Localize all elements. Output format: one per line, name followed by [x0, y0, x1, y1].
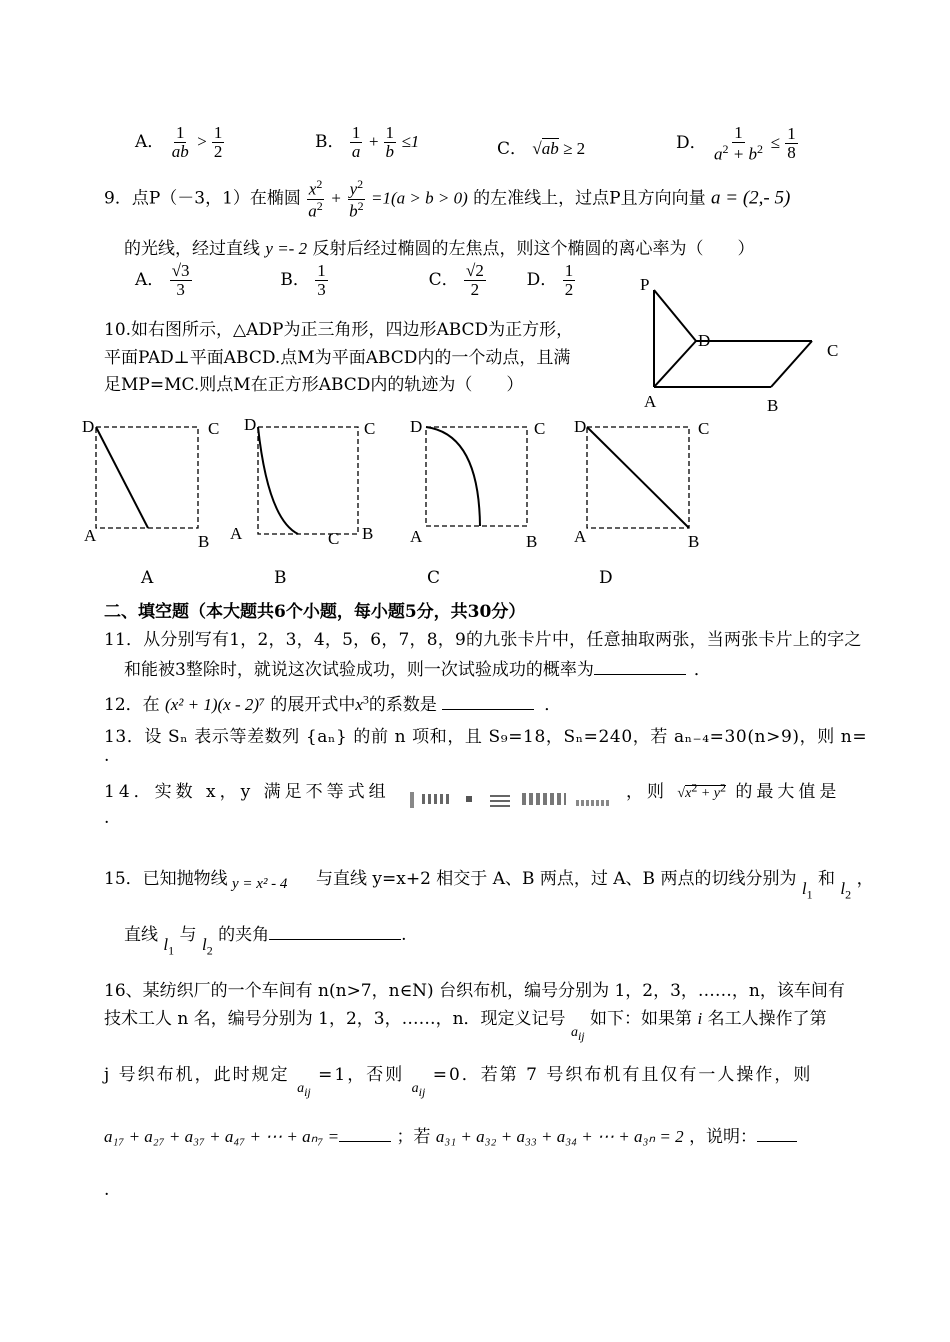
inequality-system-image: [410, 788, 610, 812]
svg-text:C: C: [364, 419, 376, 438]
q9-options: A． $\frac{√3}{3}$ B． $\frac{1}{3}$ C． $\frac{√2}{2}$ D． $\frac{1}{2}$: [135, 261, 574, 299]
svg-text:A: A: [574, 527, 587, 546]
choice-label-c: C: [427, 568, 441, 588]
q15-line2: 直线 $l_1$ 与 $l_2$ 的夹角 .: [124, 925, 407, 958]
q11-line1: 11．从分别写有1，2，3，4，5，6，7，8，9的九张卡片中，任意抽取两张，当两张卡片上的字之: [104, 630, 862, 650]
q8-option-c: C． √ab ≥ 2: [497, 139, 586, 159]
svg-text:A: A: [230, 524, 243, 543]
q10-line2: 平面PAD⊥平面ABCD.点M为平面ABCD内的一个动点，且满: [104, 348, 571, 368]
q15-line1-b: 与直线 y=x+2 相交于 A、B 两点，过 A、B 两点的切线分别为 $l_1$ 和 $l_2$ ，: [316, 869, 874, 902]
choice-b-figure: [228, 414, 388, 554]
q14: 14．实数 x，y 满足不等式组: [104, 782, 390, 802]
choice-c-figure: [404, 414, 564, 554]
svg-text:D: D: [574, 417, 587, 436]
q16-cont: .: [104, 1180, 110, 1200]
svg-text:C: C: [328, 529, 340, 548]
svg-text:D: D: [82, 417, 95, 436]
choice-d-figure: [568, 414, 728, 554]
pyramid-figure: [630, 270, 860, 420]
q13: 13．设 Sₙ 表示等差数列 {aₙ} 的前 n 项和，且 S₉=18，Sₙ=240，若 aₙ₋₄=30(n>9)，则 n=: [104, 727, 868, 747]
section-title: 二、填空题（本大题共6个小题，每小题5分，共30分）: [104, 602, 526, 622]
svg-text:D: D: [244, 415, 257, 434]
q8-option-d: D． $\frac{1}{a^2 + b^2}$ ≤ $\frac{1}{8}$: [676, 123, 796, 164]
svg-text:B: B: [198, 532, 210, 551]
q13-cont: .: [104, 746, 110, 766]
label-c: C: [827, 341, 839, 360]
q9-line1: 9．点P（－3，1）在椭圆 $\frac{x^2}{a^2}$ + $\frac{y^2}{b^2}$ =1(a > b > 0) 的左准线上，过点P且方向向量 a = (2,- 5): [104, 177, 791, 221]
svg-text:B: B: [362, 524, 374, 543]
q16-line2: 技术工人 n 名，编号分别为 1，2，3，……，n．现定义记号 $_{a_{ij}}$ 如下：如果第 i 名工人操作了第: [104, 1009, 827, 1043]
svg-text:C: C: [534, 419, 546, 438]
q10-line1: 10.如右图所示，△ADP为正三角形，四边形ABCD为正方形，: [104, 320, 574, 340]
label-p: P: [640, 275, 650, 294]
svg-text:D: D: [410, 417, 423, 436]
q16-line4: a₁₇ + a₂₇ + a₃₇ + a₄₇ + ⋯ + aₙ₇ = ；若 a₃₁ + a₃₂ + a₃₃ + a₃₄ + ⋯ + a₃ₙ = 2 ，说明：: [104, 1122, 797, 1147]
q8-option-b: B． $\frac{1}{a}$ + $\frac{1}{b}$ ≤1: [315, 123, 420, 161]
q11-line2: 和能被3整除时，就说这次试验成功，则一次试验成功的概率为 ．: [124, 660, 711, 680]
q16-line1: 16、某纺织厂的一个车间有 n(n>7，n∈N) 台织布机，编号分别为 1，2，3，……，n，该车间有: [104, 981, 845, 1001]
q12: 12．在 (x² + 1)(x - 2)⁷ 的展开式中$x^3$的系数是 ．: [104, 692, 562, 715]
q15-line1: 15．已知抛物线: [104, 869, 228, 889]
q16-line3: j 号织布机，此时规定 $_{a_{ij}}$ =1，否则 $_{a_{ij}}$ =0．若第 7 号织布机有且仅有一人操作，则: [104, 1065, 813, 1099]
label-a: A: [644, 392, 657, 411]
q9-line2: 的光线，经过直线 y =- 2 反射后经过椭圆的左焦点，则这个椭圆的离心率为（ ）: [124, 239, 755, 259]
choice-label-b: B: [274, 568, 287, 588]
svg-text:A: A: [84, 526, 97, 545]
q15-parabola: y = x² - 4: [232, 876, 288, 892]
label-d: D: [698, 331, 711, 350]
svg-text:B: B: [526, 532, 538, 551]
svg-text:A: A: [410, 527, 423, 546]
q14-cont: .: [104, 808, 110, 828]
choice-label-a: A: [141, 568, 154, 588]
q10-line3: 足MP=MC.则点M在正方形ABCD内的轨迹为（ ）: [104, 375, 524, 395]
svg-text:C: C: [698, 419, 710, 438]
q14-b: ，则 $√x^2 + y^2$ 的最大值是: [626, 780, 841, 802]
svg-text:B: B: [688, 532, 700, 551]
q8-option-a: A． $\frac{1}{ab}$ > $\frac{1}{2}$: [135, 123, 223, 161]
choice-label-d: D: [599, 568, 613, 588]
svg-text:C: C: [208, 419, 220, 438]
label-b: B: [767, 396, 779, 415]
choice-a-figure: [78, 414, 238, 554]
